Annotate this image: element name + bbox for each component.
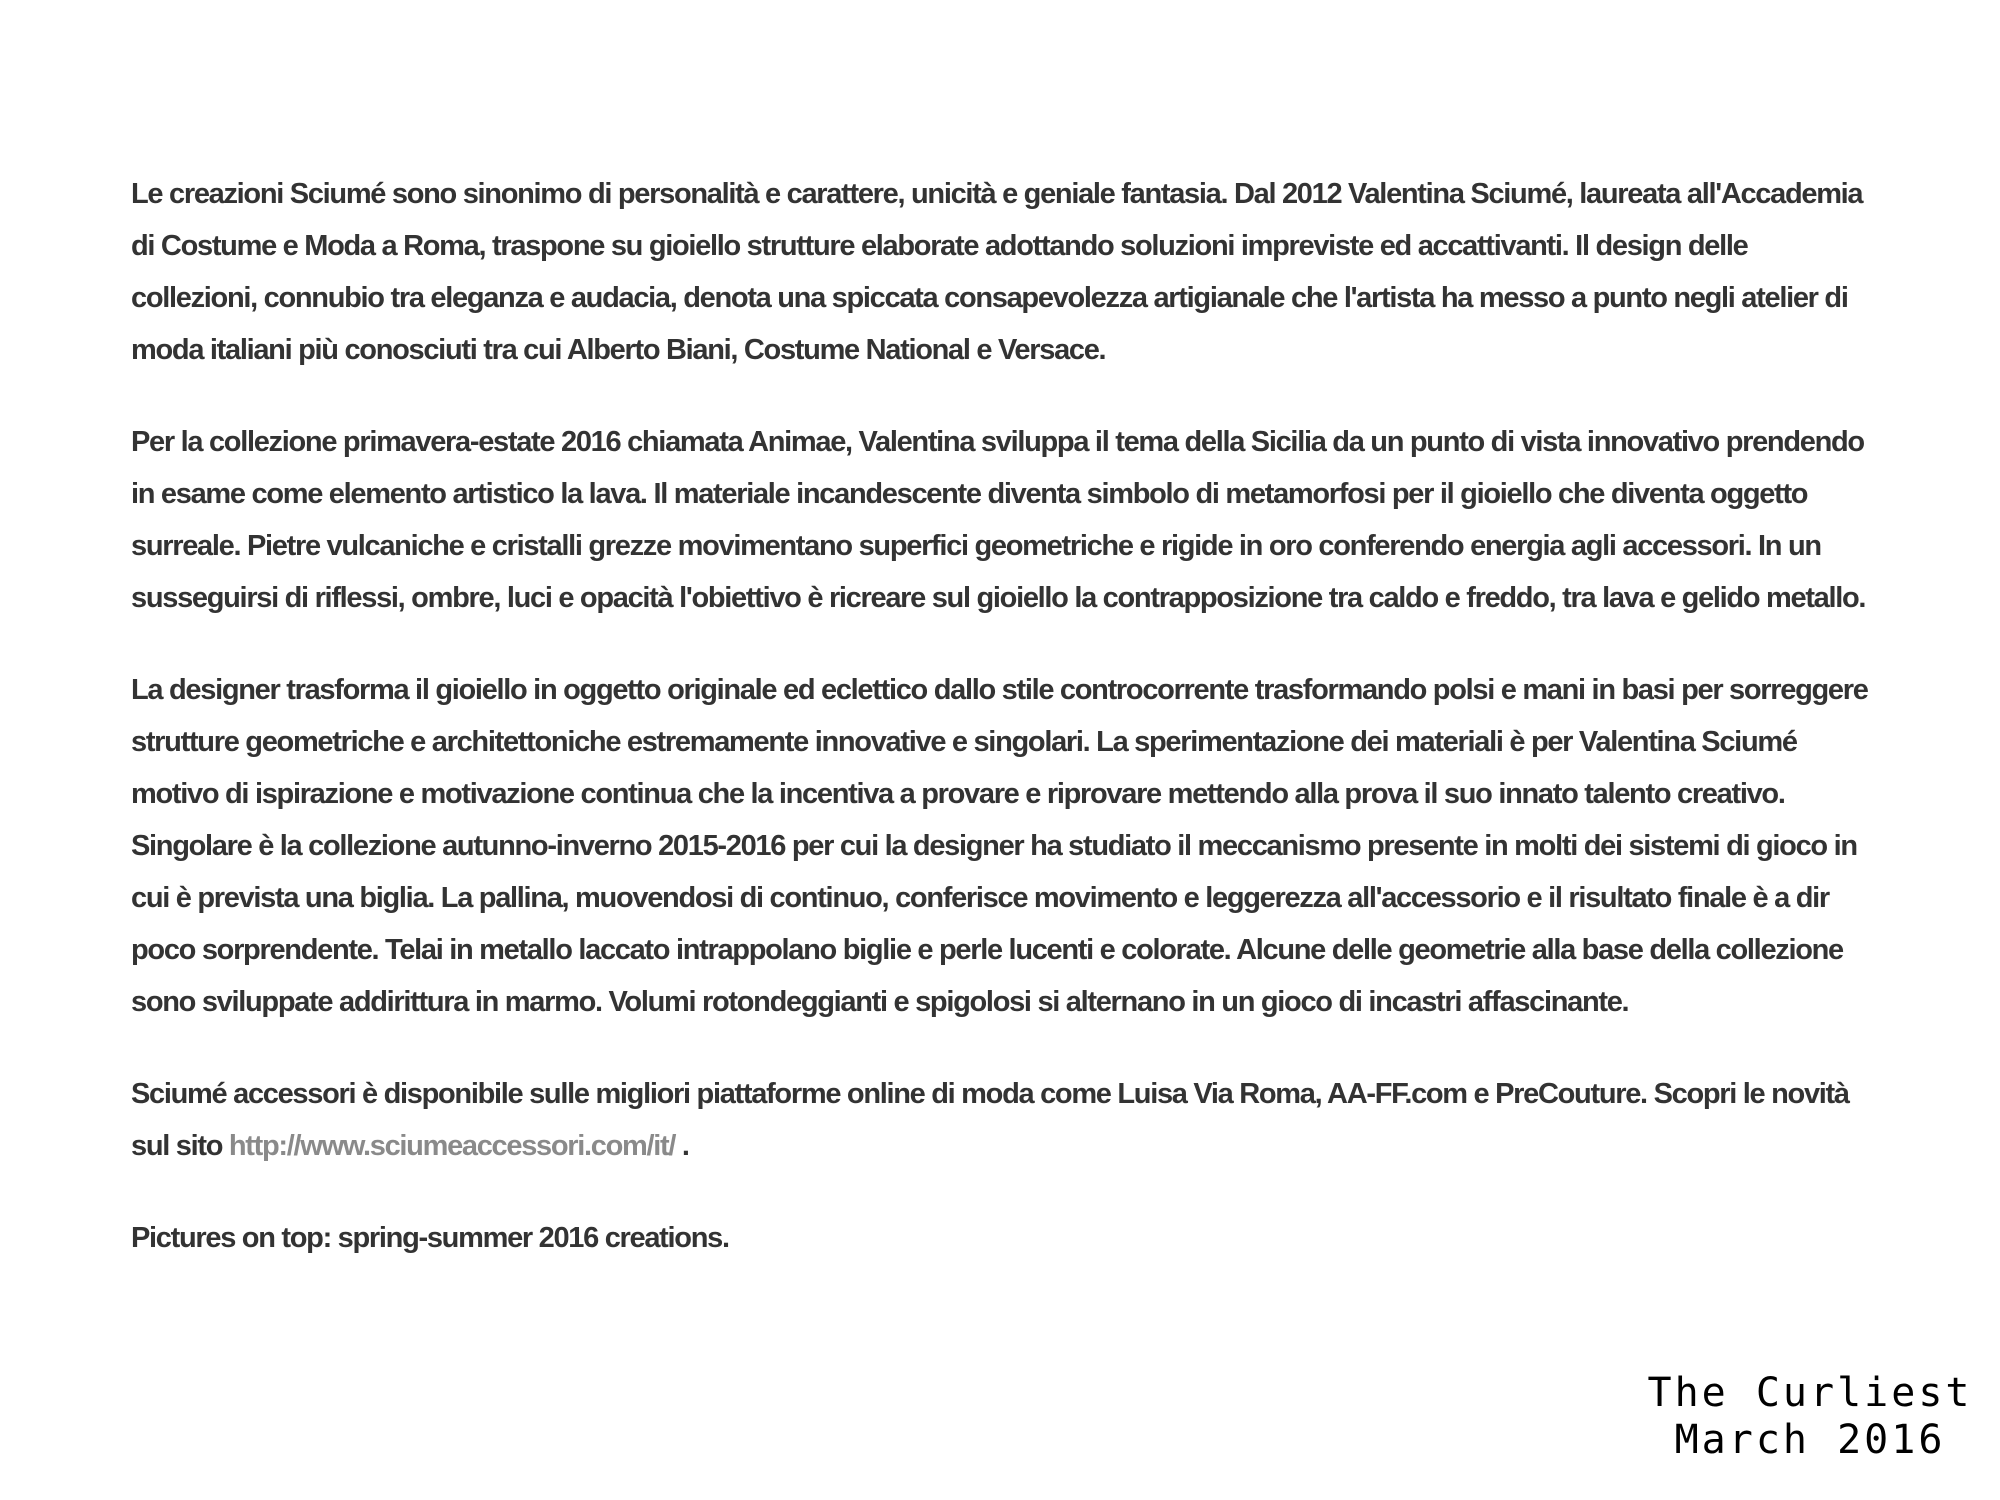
publication-date: March 2016 [1674,1417,1946,1463]
paragraph-designer: La designer trasforma il gioiello in oggetto originale ed eclettico dallo stile controcorrente trasformando polsi e mani in basi per sorreggere strutture geometriche e architettoniche estremamente innovative e singolari. La sperimentazione dei materiali è per Valentina Sciumé motivo di ispirazione e motivazione continua che la incentiva a provare e riprovare mettendo alla prova il suo innato talento creativo. Singolare è la collezione autunno-inverno 2015-2016 per cui la designer ha studiato il meccanismo presente in molti dei sistemi di gioco in cui è prevista una biglia. La pallina, muovendosi di continuo, conferisce movimento e leggerezza all'accessorio e il risultato finale è a dir poco sorprendente. Telai in metallo laccato intrappolano biglie e perle lucenti e colorate. Alcune delle geometrie alla base della collezione sono sviluppate addirittura in marmo. Volumi rotondeggianti e spigolosi si alternano in un gioco di incastri affascinante. [131,674,1868,1018]
paragraph-intro: Le creazioni Sciumé sono sinonimo di personalità e carattere, unicità e geniale fantasia. Dal 2012 Valentina Sciumé, laureata all'Accademia di Costume e Moda a Roma, traspone su gioiello strutture elaborate adottando soluzioni impreviste ed accattivanti. Il design delle collezioni, connubio tra eleganza e audacia, denota una spiccata consapevolezza artigianale che l'artista ha messo a punto negli atelier di moda italiani più conosciuti tra cui Alberto Biani, Costume National e Versace. [131,178,1863,366]
picture-caption: Pictures on top: spring-summer 2016 creations. [131,1222,729,1254]
publication-name: The Curliest [1647,1370,1973,1416]
article-body [131,168,1876,1304]
publication-footer [1630,1370,1990,1464]
availability-text: Sciumé accessori è disponibile sulle migliori piattaforme online di moda come Luisa Via Roma, AA-FF.com e PreCouture. Scopri le novità sul sito [131,1078,1849,1162]
website-link[interactable]: http://www.sciumeaccessori.com/it/ [228,1130,676,1162]
paragraph-animae-collection: Per la collezione primavera-estate 2016 chiamata Animae, Valentina sviluppa il tema della Sicilia da un punto di vista innovativo prendendo in esame come elemento artistico la lava. Il materiale incandescente diventa simbolo di metamorfosi per il gioiello che diventa oggetto surreale. Pietre vulcaniche e cristalli grezze movimentano superfici geometriche e rigide in oro conferendo energia agli accessori. In un susseguirsi di riflessi, ombre, luci e opacità l'obiettivo è ricreare sul gioiello la contrapposizione tra caldo e freddo, tra lava e gelido metallo. [131,426,1866,614]
availability-period: . [675,1130,689,1162]
paragraph-availability [131,1068,1876,1172]
